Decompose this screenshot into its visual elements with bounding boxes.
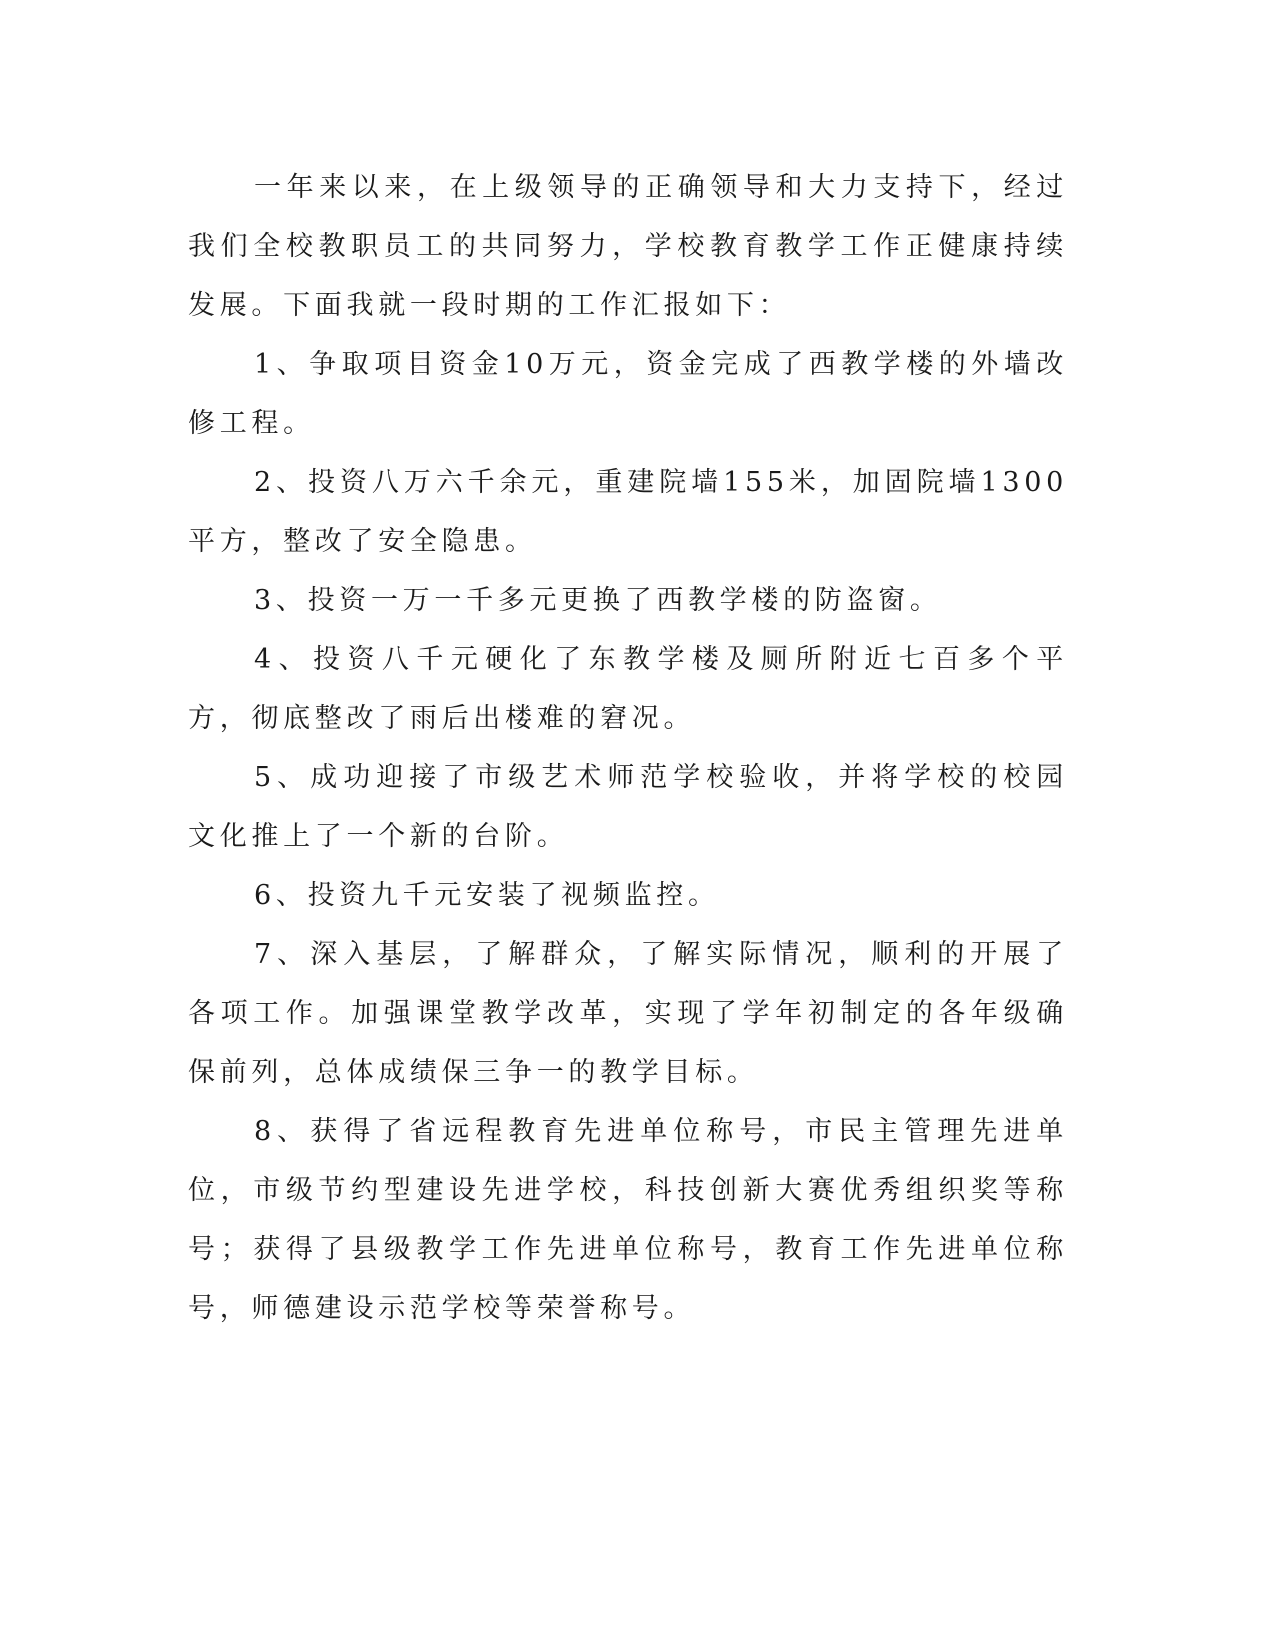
item-paragraph-3: 3、投资一万一千多元更换了西教学楼的防盗窗。 [254, 585, 942, 616]
document-body [188, 158, 1068, 1338]
intro-paragraph: 一年来以来，在上级领导的正确领导和大力支持下，经过我们全校教职员工的共同努力，学校教育教学工作正健康持续发展。下面我就一段时期的工作汇报如下： [188, 172, 1068, 321]
item-paragraph-5: 5、成功迎接了市级艺术师范学校验收，并将学校的校园文化推上了一个新的台阶。 [188, 762, 1068, 852]
item-paragraph-4: 4、投资八千元硬化了东教学楼及厕所附近七百多个平方，彻底整改了雨后出楼难的窘况。 [188, 644, 1068, 734]
item-paragraph-2: 2、投资八万六千余元，重建院墙155米，加固院墙1300平方，整改了安全隐患。 [188, 467, 1068, 557]
item-paragraph-7: 7、深入基层，了解群众，了解实际情况，顺利的开展了各项工作。加强课堂教学改革，实现了学年初制定的各年级确保前列，总体成绩保三争一的教学目标。 [188, 939, 1068, 1088]
item-paragraph-6: 6、投资九千元安装了视频监控。 [254, 880, 720, 911]
item-paragraph-1: 1、争取项目资金10万元，资金完成了西教学楼的外墙改修工程。 [188, 349, 1068, 439]
item-paragraph-8: 8、获得了省远程教育先进单位称号，市民主管理先进单位，市级节约型建设先进学校，科技创新大赛优秀组织奖等称号；获得了县级教学工作先进单位称号，教育工作先进单位称号，师德建设示范学校等荣誉称号。 [188, 1116, 1068, 1324]
